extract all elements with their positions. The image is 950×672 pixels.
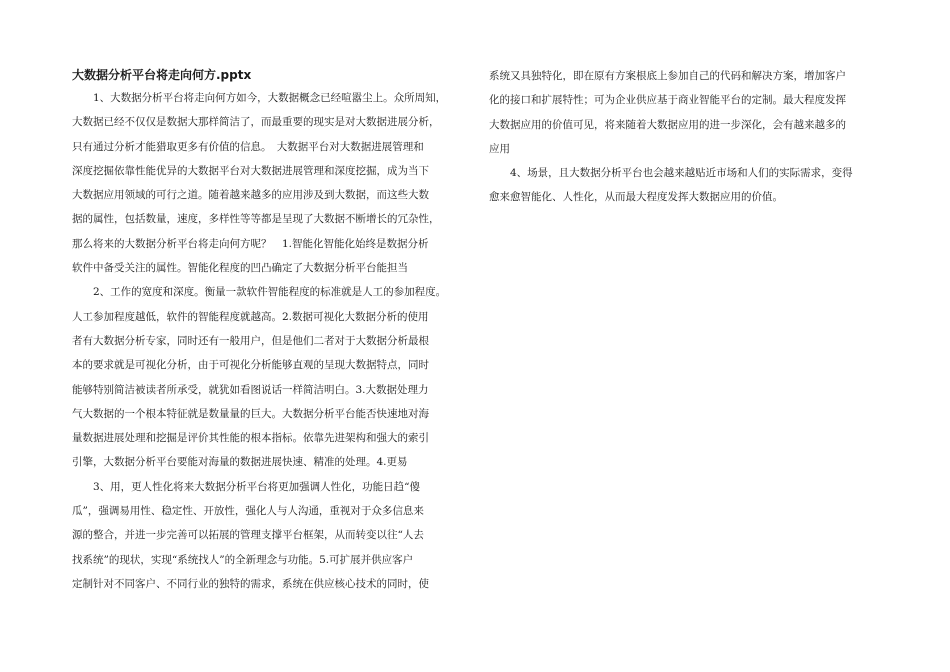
text-line: 定制针对不同客户、不同行业的独特的需求，系统在供应核心技术的同时，使 xyxy=(72,577,429,590)
text-line: 据的属性，包括数量，速度，多样性等等都是呈现了大数据不断增长的冗杂性， xyxy=(72,213,440,226)
text-line: 量数据进展处理和挖掘是评价其性能的根本指标。依靠先进架构和强大的索引 xyxy=(72,432,429,445)
right-column xyxy=(489,64,879,210)
text-line: 人工参加程度越低，软件的智能程度就越高。2.数据可视化大数据分析的使用 xyxy=(72,310,429,323)
text-line: 大数据已经不仅仅是数据大那样简洁了，而最重要的现实是对大数据进展分析， xyxy=(72,116,440,129)
document-title: 大数据分析平台将走向何方.pptx xyxy=(72,68,252,82)
left-column xyxy=(72,64,464,596)
text-line: 深度挖掘依靠性能优异的大数据平台对大数据进展管理和深度挖掘，成为当下 xyxy=(72,164,429,177)
text-line: 大数据应用的价值可见，将来随着大数据应用的进一步深化，会有越来越多的 xyxy=(489,118,846,131)
text-line: 气大数据的一个根本特征就是数量量的巨大。大数据分析平台能否快速地对海 xyxy=(72,407,429,420)
text-line: 化的接口和扩展特性；可为企业供应基于商业智能平台的定制。最大程度发挥 xyxy=(489,94,846,107)
text-line: 2、工作的宽度和深度。衡量一款软件智能程度的标准就是人工的参加程度。 xyxy=(93,286,447,299)
text-line: 软件中备受关注的属性。智能化程度的凹凸确定了大数据分析平台能担当 xyxy=(72,262,408,275)
text-line: 那么将来的大数据分析平台将走向何方呢？ 1.智能化智能化始终是数据分析 xyxy=(72,237,429,250)
text-line: 源的整合，并进一步完善可以拓展的管理支撑平台框架，从而转变以往“人去 xyxy=(72,529,424,542)
text-line: 找系统”的现状，实现“系统找人”的全新理念与功能。5.可扩展并供应客户 xyxy=(72,553,414,566)
text-line: 能够特别简洁被读者所承受，就犹如看图说话一样简洁明白。3.大数据处理力 xyxy=(72,383,429,396)
text-line: 3、用，更人性化将来大数据分析平台将更加强调人性化，功能日趋“傻 xyxy=(93,480,421,493)
text-line: 引擎，大数据分析平台要能对海量的数据进展快速、精准的处理。4.更易 xyxy=(72,456,408,469)
text-line: 愈来愈智能化、人性化，从而最大程度发挥大数据应用的价值。 xyxy=(489,191,783,204)
text-line: 者有大数据分析专家，同时还有一般用户，但是他们二者对于大数据分析最根 xyxy=(72,334,429,347)
text-line: 只有通过分析才能猎取更多有价值的信息。 大数据平台对大数据进展管理和 xyxy=(72,140,424,153)
text-line: 大数据应用领域的可行之道。随着越来越多的应用涉及到大数据，而这些大数 xyxy=(72,189,429,202)
text-line: 应用 xyxy=(489,142,510,155)
text-line: 4、场景，且大数据分析平台也会越来越贴近市场和人们的实际需求，变得 xyxy=(510,167,853,180)
text-line: 系统又具独特化，即在原有方案根底上参加自己的代码和解决方案，增加客户 xyxy=(489,70,846,82)
text-line: 本的要求就是可视化分析，由于可视化分析能够直观的呈现大数据特点，同时 xyxy=(72,359,429,372)
text-line: 1、大数据分析平台将走向何方如今，大数据概念已经喧嚣尘上。众所周知， xyxy=(93,92,447,104)
text-line: 瓜”，强调易用性、稳定性、开放性，强化人与人沟通，重视对于众多信息来 xyxy=(72,505,424,518)
